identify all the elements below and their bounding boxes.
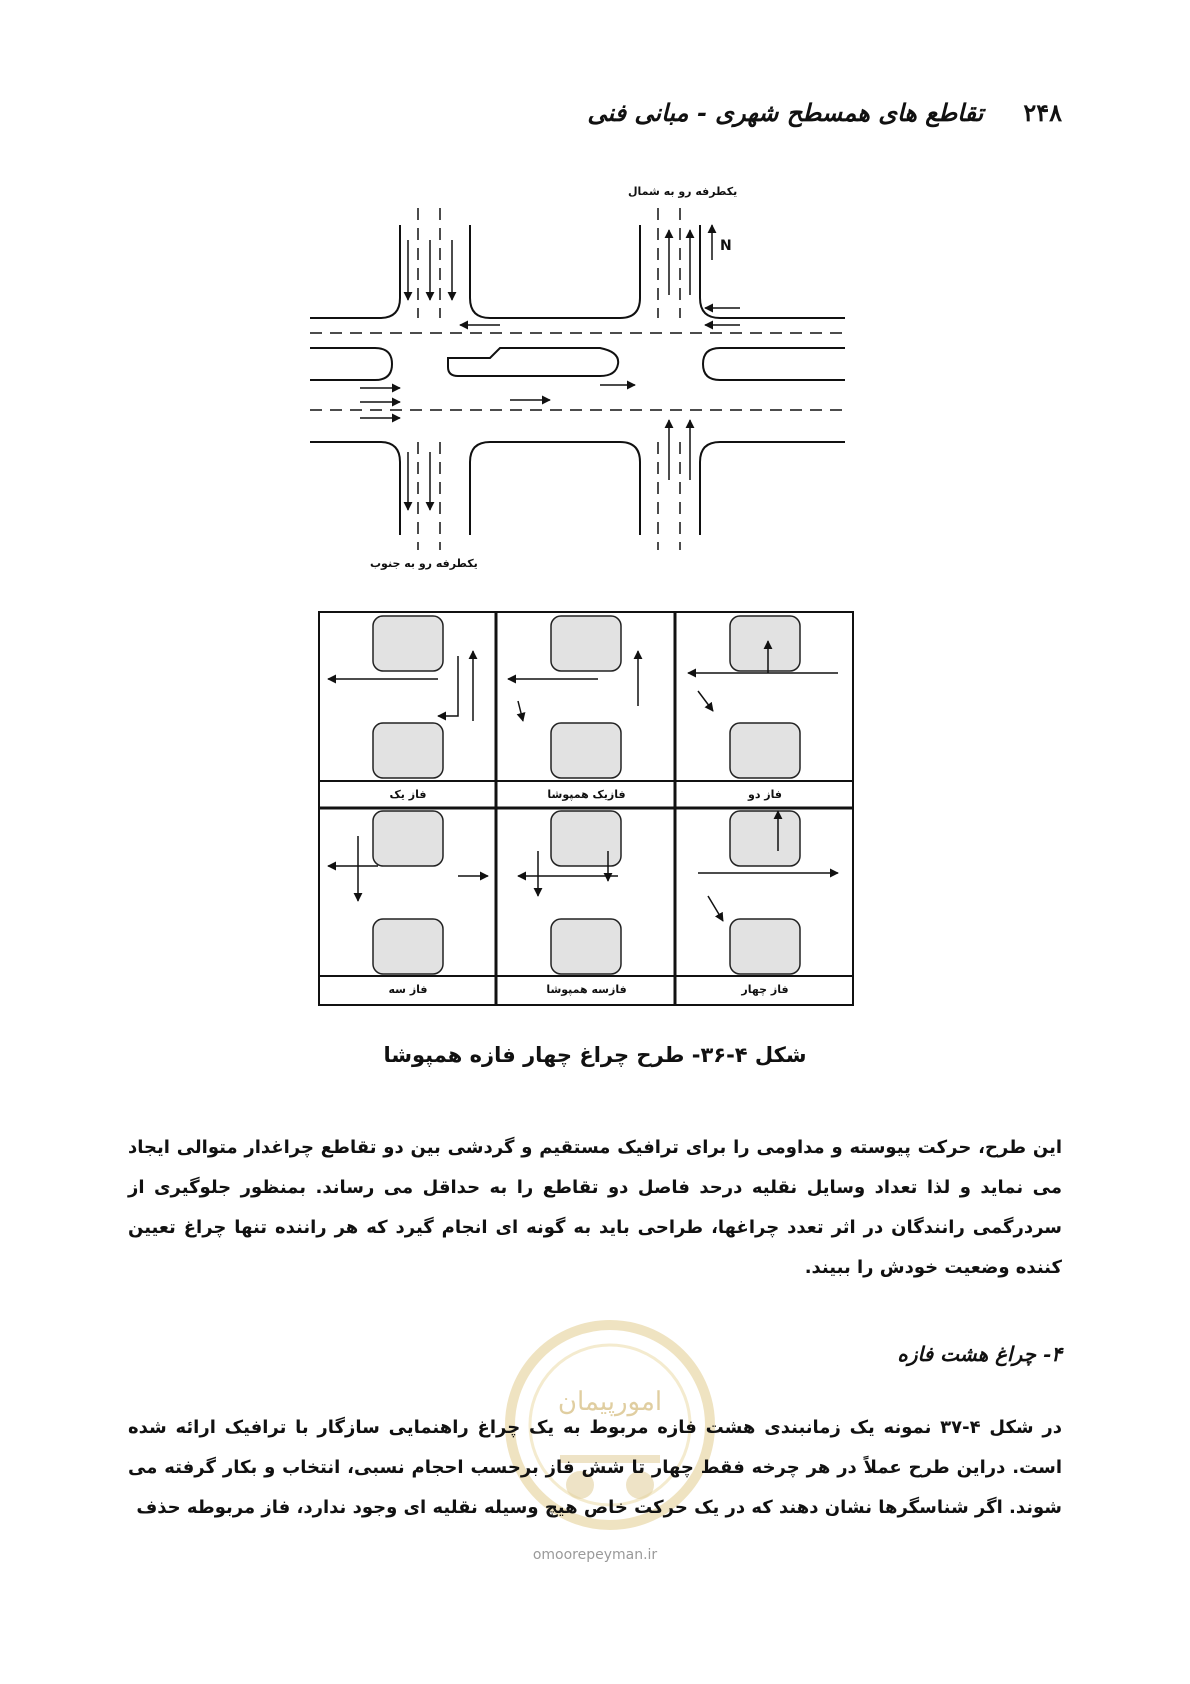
page-number: ۲۴۸ bbox=[1023, 97, 1062, 127]
phase-3-overlap-label: فازسه همپوشا bbox=[546, 983, 627, 996]
figure-caption: شکل ۴-۳۶- طرح چراغ چهار فازه همپوشا bbox=[383, 1043, 807, 1067]
phase-1-overlap-label: فازیک همپوشا bbox=[547, 788, 626, 801]
running-title: تقاطع های همسطح شهری - مبانی فنی bbox=[587, 97, 984, 127]
phase-4-label: فاز چهار bbox=[741, 983, 789, 996]
body-paragraph-2: در شکل ۴-۳۷ نمونه یک زمانبندی هشت فازه مربوط به یک چراغ راهنمایی سازگار با ترافیک ارائه شده است. دراین طرح عملاً در هر چرخه فقط چهار تا شش فاز برحسب احجام نسبی، انتخاب و بکار گرفته می شوند. اگر شناسگرها نشان دهند که در یک حرکت خاص هیچ وسیله نقلیه ای وجود ندارد، فاز مربوطه حذف bbox=[128, 1417, 1062, 1518]
phase-grid bbox=[318, 611, 854, 1006]
curb-s-mid bbox=[470, 442, 640, 535]
curb-n-mid bbox=[470, 225, 490, 318]
north-marker: N bbox=[720, 238, 732, 254]
watermark-text: امورپیمان bbox=[557, 1387, 663, 1417]
curb-se bbox=[700, 442, 845, 535]
watermark-url: omoorepeyman.ir bbox=[532, 1547, 658, 1563]
phase-1-label: فاز یک bbox=[389, 788, 427, 801]
traffic-arrows bbox=[360, 225, 740, 510]
median-center bbox=[448, 348, 618, 376]
phase-2-label: فاز دو bbox=[748, 788, 782, 801]
phase-3-label: فاز سه bbox=[388, 983, 428, 996]
page-header bbox=[128, 92, 1062, 132]
label-southbound: یکطرفه رو به جنوب bbox=[370, 557, 478, 570]
median-east bbox=[703, 348, 845, 380]
section-heading: ۴- چراغ هشت فازه bbox=[897, 1342, 1062, 1366]
curb-ne-mid bbox=[490, 225, 640, 318]
intersection-diagram bbox=[300, 180, 860, 580]
median-west bbox=[310, 348, 392, 380]
curb-sw bbox=[310, 442, 400, 535]
label-northbound: یکطرفه رو به شمال bbox=[628, 185, 738, 198]
body-paragraph-1: این طرح، حرکت پیوسته و مداومی را برای ترافیک مستقیم و گردشی بین دو تقاطع چراغدار متوالی ایجاد می نماید و لذا تعداد وسایل نقلیه درحد فاصل دو تقاطع را به حداقل می رساند. بمنظور جلوگیری از سردرگمی رانندگان در اثر تعدد چراغها، طراحی باید به گونه ای انجام گیرد که هر راننده تنها چراغ تعیین کننده وضعیت خودش را ببیند. bbox=[128, 1137, 1062, 1278]
curb-nw bbox=[310, 225, 400, 318]
